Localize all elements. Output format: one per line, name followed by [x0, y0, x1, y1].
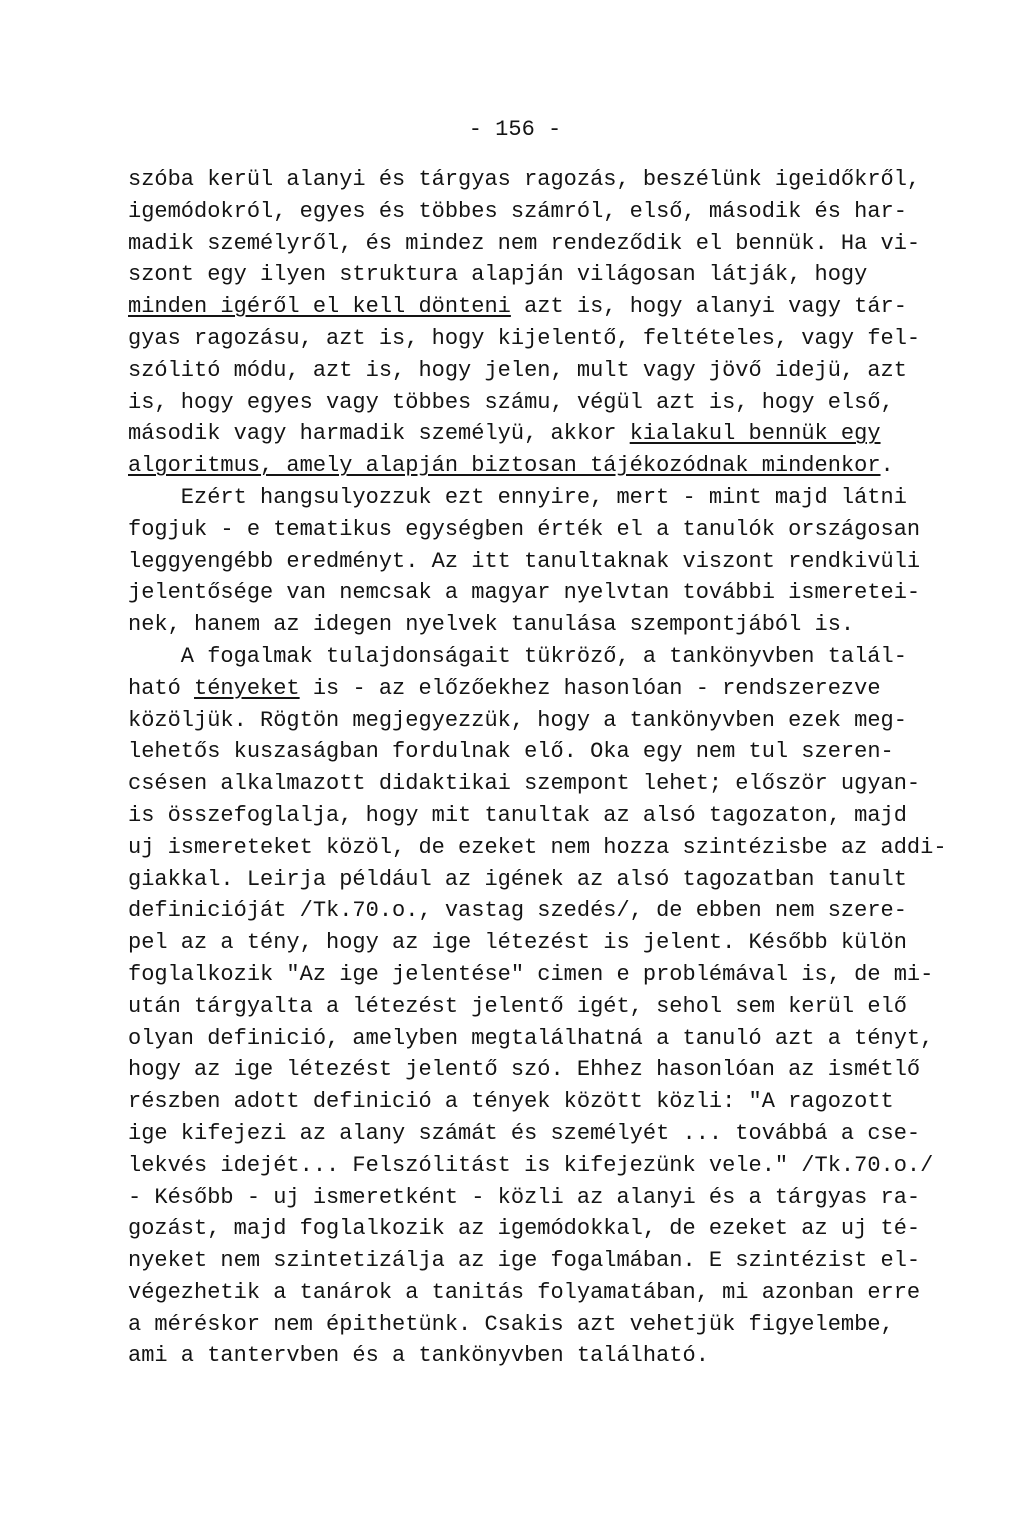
text-line — [128, 1245, 988, 1277]
text-line — [128, 1213, 988, 1245]
text-line — [128, 514, 988, 546]
text-line — [128, 1309, 988, 1341]
underlined-text: tényeket — [194, 675, 300, 701]
text-line — [128, 736, 988, 768]
text-line — [128, 577, 988, 609]
line-text: madik személyről, és mindez nem rendeződik el bennük. Ha vi- — [128, 230, 921, 256]
line-text: részben adott definició a tények között közli: "A ragozott — [128, 1089, 894, 1115]
line-text: jelentősége van nemcsak a magyar nyelvtan további ismeretei- — [128, 580, 921, 606]
line-text: második vagy harmadik személyü, akkor — [128, 421, 630, 447]
line-text: giakkal. Leirja például az igének az alsó tagozatban tanult — [128, 866, 907, 892]
text-line — [128, 546, 988, 578]
text-line — [128, 1086, 988, 1118]
line-text: szóba kerül alanyi és tárgyas ragozás, beszélünk igeidőkről, — [128, 167, 921, 192]
text-line — [128, 164, 988, 196]
text-line — [128, 1118, 988, 1150]
text-line — [128, 991, 988, 1023]
line-text: ige kifejezi az alany számát és személyét ... továbbá a cse- — [128, 1120, 921, 1146]
line-text: definicióját /Tk.70.o., vastag szedés/, de ebben nem szere- — [128, 898, 907, 924]
text-line — [128, 927, 988, 959]
text-line — [128, 450, 988, 482]
line-text: a méréskor nem épithetünk. Csakis azt vehetjük figyelembe, — [128, 1311, 894, 1337]
text-line — [128, 1182, 988, 1214]
text-line — [128, 959, 988, 991]
line-text: gyas ragozásu, azt is, hogy kijelentő, feltételes, vagy fel- — [128, 325, 921, 351]
line-text: A fogalmak tulajdonságait tükröző, a tankönyvben talál- — [180, 643, 907, 669]
text-line — [128, 800, 988, 832]
line-text: szont egy ilyen struktura alapján világosan látják, hogy — [128, 262, 868, 288]
line-text: . — [880, 453, 894, 479]
text-line — [128, 355, 988, 387]
line-text: leggyengébb eredményt. Az itt tanultaknak viszont rendkivüli — [128, 548, 921, 574]
line-text: ami a tantervben és a tankönyvben található. — [128, 1343, 709, 1369]
line-text: ható — [128, 675, 195, 701]
underlined-text: minden igéről el kell dönteni — [128, 294, 511, 320]
line-text: hogy az ige létezést jelentő szó. Ehhez hasonlóan az ismétlő — [128, 1057, 921, 1083]
text-line — [128, 1340, 988, 1372]
line-text: nyeket nem szintetizálja az ige fogalmában. E szintézist el- — [128, 1248, 921, 1274]
line-text: csésen alkalmazott didaktikai szempont lehet; először ugyan- — [128, 771, 921, 797]
line-text: végezhetik a tanárok a tanitás folyamatában, mi azonban erre — [128, 1279, 921, 1305]
text-line — [128, 768, 988, 800]
text-line — [128, 864, 988, 896]
underlined-text: kialakul bennük egy — [629, 421, 881, 447]
page-number: - 156 - — [468, 117, 562, 142]
line-text: foglalkozik "Az ige jelentése" cimen e problémával is, de mi- — [128, 961, 934, 987]
underlined-text: algoritmus, amely alapján biztosan tájékozódnak mindenkor — [128, 453, 881, 479]
text-line — [128, 1023, 988, 1055]
text-line — [128, 609, 988, 641]
line-text: szólitó módu, azt is, hogy jelen, mult vagy jövő idejü, azt — [128, 357, 907, 383]
text-line — [128, 418, 988, 450]
line-text: közöljük. Rögtön megjegyezzük, hogy a tankönyvben ezek meg- — [128, 707, 907, 733]
text-line — [128, 1150, 988, 1182]
text-line — [128, 323, 988, 355]
text-line — [128, 291, 988, 323]
line-text: lehetős kuszaságban fordulnak elő. Oka egy nem tul szeren- — [128, 739, 894, 765]
line-text: nek, hanem az idegen nyelvek tanulása szempontjából is. — [128, 612, 855, 638]
text-line — [128, 196, 988, 228]
text-line — [128, 832, 988, 864]
line-text: uj ismereteket közöl, de ezeket nem hozza szintézisbe az addi- — [128, 834, 947, 860]
text-line — [128, 1054, 988, 1086]
line-text: Ezért hangsulyozzuk ezt ennyire, mert - mint majd látni — [180, 484, 907, 510]
paragraph-start-line — [128, 641, 988, 673]
text-line — [128, 673, 988, 705]
line-text: lekvés idejét... Felszólitást is kifejezünk vele." /Tk.70.o./ — [128, 1152, 934, 1178]
line-text: pel az a tény, hogy az ige létezést is jelent. Később külön — [128, 930, 907, 956]
text-line — [128, 259, 988, 291]
line-text: azt is, hogy alanyi vagy tár- — [510, 294, 907, 320]
line-text: is összefoglalja, hogy mit tanultak az alsó tagozaton, majd — [128, 802, 907, 828]
document-body — [128, 164, 988, 1372]
line-text: is, hogy egyes vagy többes számu, végül azt is, hogy első, — [128, 389, 894, 415]
line-text: olyan definició, amelyben megtalálhatná a tanuló azt a tényt, — [128, 1025, 934, 1051]
line-text: - Később - uj ismeretként - közli az alanyi és a tárgyas ra- — [128, 1184, 921, 1210]
line-text: fogjuk - e tematikus egységben érték el a tanulók országosan — [128, 516, 921, 542]
text-line — [128, 387, 988, 419]
line-text: igemódokról, egyes és többes számról, első, második és har- — [128, 198, 907, 224]
paragraph-start-line — [128, 482, 988, 514]
line-text: is - az előzőekhez hasonlóan - rendszerezve — [299, 675, 881, 701]
line-text: gozást, majd foglalkozik az igemódokkal, de ezeket az uj té- — [128, 1216, 921, 1242]
line-text: után tárgyalta a létezést jelentő igét, sehol sem kerül elő — [128, 993, 907, 1019]
text-line — [128, 1277, 988, 1309]
text-line — [128, 705, 988, 737]
text-line — [128, 228, 988, 260]
text-line — [128, 895, 988, 927]
